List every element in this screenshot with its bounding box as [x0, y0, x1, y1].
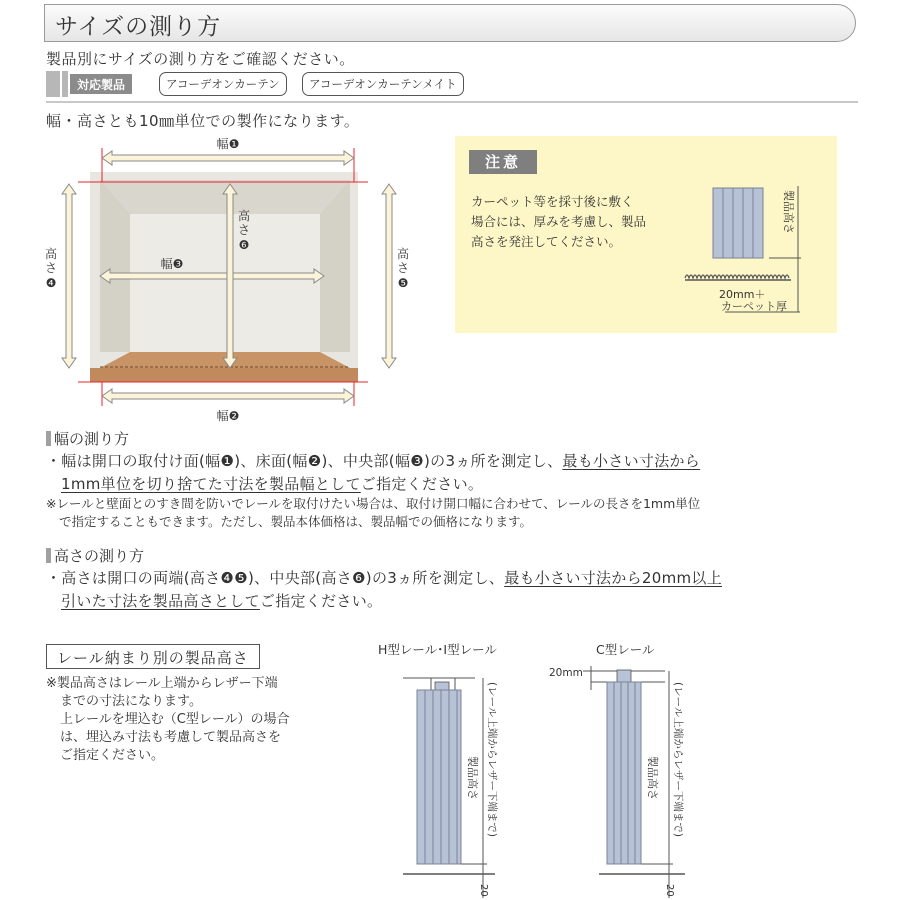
heading-bar — [46, 548, 51, 563]
label-height4-c: ❹ — [45, 276, 57, 290]
section-title-bar — [44, 4, 856, 42]
c-fig-20mm-label: 20mm — [549, 667, 583, 679]
height-bullet — [46, 567, 846, 613]
header-divider — [46, 101, 858, 103]
label-height4-a: 高 — [44, 247, 58, 261]
c-rail-figure — [545, 636, 695, 900]
width-remark — [46, 495, 866, 531]
height-bullet-text: ・高さは開口の両端(高さ❹❺)、中央部(高さ❻)の3ヵ所を測定し、 — [46, 569, 505, 587]
width-bullet — [46, 450, 846, 496]
width-section-heading — [46, 428, 129, 449]
arrow-width2 — [102, 389, 354, 403]
arrow-height4 — [62, 184, 76, 368]
product-chip-accordion-curtain[interactable]: アコーデオンカーテン — [159, 72, 287, 96]
label-width3: 幅❸ — [160, 257, 184, 271]
heading-bar — [46, 431, 51, 446]
label-height6-c: ❻ — [238, 238, 250, 252]
products-tab-decoration — [46, 71, 60, 97]
label-height6-b: さ — [237, 223, 251, 237]
products-tab-decoration-2 — [62, 71, 68, 97]
width-bullet-end: ご指定ください。 — [360, 475, 484, 493]
arrow-height5 — [382, 184, 396, 368]
floor-front — [90, 368, 358, 382]
compatible-products-label: 対応製品 — [70, 74, 132, 94]
width-heading-text: 幅の測り方 — [54, 430, 130, 448]
label-height5-a: 高 — [396, 247, 410, 261]
width-bullet-underline-2: 1mm単位を切り捨てた寸法を製品幅として — [61, 475, 361, 493]
carpet-figure — [681, 180, 831, 328]
compatible-products-row — [46, 71, 858, 97]
height-section-heading — [46, 545, 144, 566]
label-height4-b: さ — [44, 261, 58, 275]
caution-label: 注意 — [469, 150, 537, 174]
label-height5-c: ❺ — [397, 276, 409, 290]
caution-text — [471, 192, 681, 252]
caution-line-1: カーペット等を採寸後に敷く — [471, 194, 634, 209]
label-height6-a: 高 — [237, 209, 251, 223]
c-fig-bottom-20: 20 — [664, 884, 675, 897]
width-remark-line-1: ※レールと壁面とのすき間を防いでレールを取付けたい場合は、取付け開口幅に合わせて、レールの長さを1mm単位 — [46, 496, 701, 511]
page-title: サイズの測り方 — [55, 14, 222, 40]
unit-note: 幅・高さとも10㎜単位での製作になります。 — [46, 112, 360, 130]
carpet-fig-height-label: 製品高さ — [782, 190, 795, 234]
rail-note-line-4: は、埋込み寸法も考慮して製品高さを — [60, 730, 282, 745]
h-rail-figure — [395, 636, 505, 900]
h-fig-vertical-sub: (レール上端からレザー下端まで) — [486, 682, 498, 837]
rail-note-line-1: ※製品高さはレール上端からレザー下端 — [46, 676, 278, 691]
width-bullet-underline-1: 最も小さい寸法から — [562, 452, 701, 470]
measurement-diagram — [38, 134, 410, 430]
height-bullet-underline-1: 最も小さい寸法から20mm以上 — [504, 569, 723, 587]
c-fig-vertical-label: 製品高さ — [646, 756, 659, 800]
c-fig-vertical-sub: (レール上端からレザー下端まで) — [672, 682, 684, 837]
opening-back-wall — [130, 214, 320, 352]
h-fig-bottom-20: 20 — [478, 884, 489, 897]
c-rail-figure-title: C型レール — [596, 642, 655, 657]
rail-note-line-2: までの寸法になります。 — [60, 694, 202, 709]
carpet-fig-label-1: 20mm＋ — [719, 288, 766, 301]
h-rail-figure-title: H型レール･I型レール — [378, 642, 497, 657]
label-height5-b: さ — [396, 261, 410, 275]
carpet-fig-label-2: カーペット厚 — [721, 300, 787, 313]
opening-back-top — [100, 180, 350, 214]
rail-note-line-3: 上レールを埋込む（C型レール）の場合 — [60, 712, 290, 727]
intro-text: 製品別にサイズの測り方をご確認ください。 — [46, 50, 355, 68]
rail-note — [46, 675, 346, 765]
caution-line-3: 高さを発注してください。 — [471, 234, 622, 249]
arrow-width1 — [102, 151, 354, 165]
label-width2: 幅❷ — [216, 409, 240, 423]
height-heading-text: 高さの測り方 — [54, 547, 145, 565]
width-remark-line-2: で指定することもできます。ただし、製品本体価格は、製品幅での価格になります。 — [59, 514, 533, 529]
height-bullet-end: ご指定ください。 — [259, 592, 383, 610]
caution-line-2: 場合には、厚みを考慮し、製品 — [471, 214, 647, 229]
product-chip-accordion-curtain-mate[interactable]: アコーデオンカーテンメイト — [302, 72, 464, 96]
label-width1: 幅❶ — [216, 137, 240, 151]
caution-box — [455, 136, 837, 333]
rail-note-line-5: ご指定ください。 — [60, 748, 165, 763]
h-fig-vertical-label: 製品高さ — [466, 756, 479, 800]
rail-section-title: レール納まり別の製品高さ — [46, 644, 260, 669]
width-bullet-text: ・幅は開口の取付け面(幅❶)、床面(幅❷)、中央部(幅❸)の3ヵ所を測定し、 — [46, 452, 563, 470]
height-bullet-underline-2: 引いた寸法を製品高さとして — [61, 592, 260, 610]
